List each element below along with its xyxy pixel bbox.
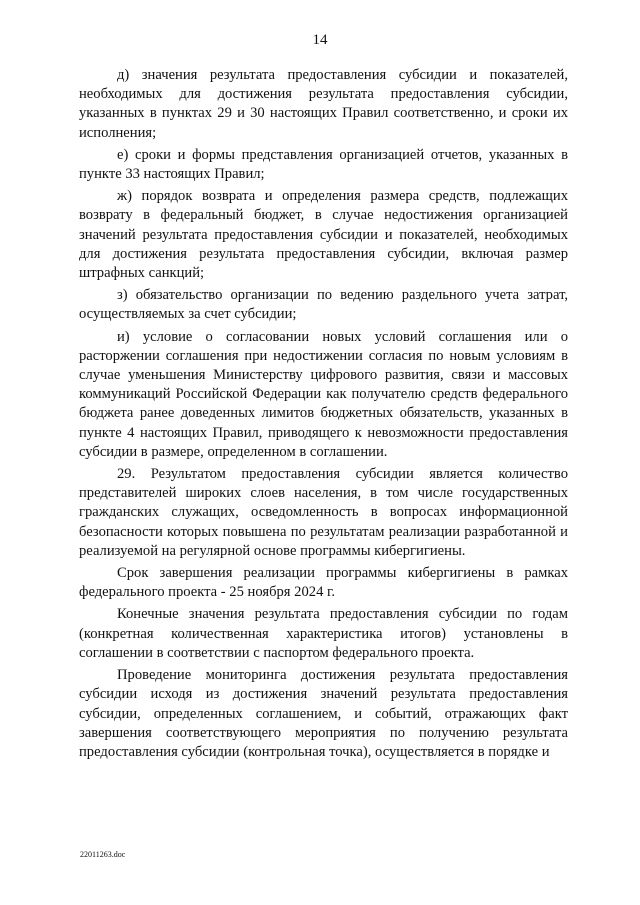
paragraph-monitoring: Проведение мониторинга достижения результата предоставления субсидии исходя из достижения значений результата предоставления субсидии, определенных соглашением, и событий, отражающих факт завершения соответствующего мероприятия по получению результата предоставления субсидии (контрольная точка), осуществляется в порядке и (79, 667, 568, 760)
paragraph-z: з) обязательство организации по ведению раздельного учета затрат, осуществляемых за счет субсидии; (79, 287, 568, 323)
document-body (79, 66, 568, 765)
paragraph-d: д) значения результата предоставления субсидии и показателей, необходимых для достижения результата предоставления субсидии, указанных в пунктах 29 и 30 настоящих Правил соответственно, и сроки их исполнения; (79, 67, 568, 141)
paragraph-deadline: Срок завершения реализации программы кибергигиены в рамках федерального проекта - 25 ноября 2024 г. (79, 565, 568, 601)
page-number: 14 (312, 32, 328, 48)
paragraph-i: и) условие о согласовании новых условий соглашения или о расторжении соглашения при недостижении согласия по новым условиям в случае уменьшения Министерству цифрового развития, связи и массовых коммуникаций Российской Федерации как получателю средств федерального бюджета ранее доведенных лимитов бюджетных обязательств, указанных в пункте 4 настоящих Правил, приводящего к невозможности предоставления субсидии в размере, определенном в соглашении. (79, 328, 568, 460)
paragraph-29: 29. Результатом предоставления субсидии является количество представителей широких слоев населения, в том числе государственных гражданских служащих, осведомленность в вопросах информационной безопасности которых повышена по результатам реализации разработанной и реализуемой на регулярной основе программы кибергигиены. (79, 466, 568, 559)
paragraph-final-values: Конечные значения результата предоставления субсидии по годам (конкретная количественная характеристика итогов) установлены в соглашении в соответствии с паспортом федерального проекта. (79, 606, 568, 661)
paragraph-e: е) сроки и формы представления организацией отчетов, указанных в пункте 33 настоящих Правил; (79, 146, 568, 183)
paragraph-zh: ж) порядок возврата и определения размера средств, подлежащих возврату в федеральный бюджет, в случае недостижения организацией значений результата предоставления субсидии и показателей, необходимых для достижения результата предоставления субсидии, включая размер штрафных санкций; (79, 188, 568, 282)
footer-document-code: 22011263.doc (80, 850, 126, 859)
